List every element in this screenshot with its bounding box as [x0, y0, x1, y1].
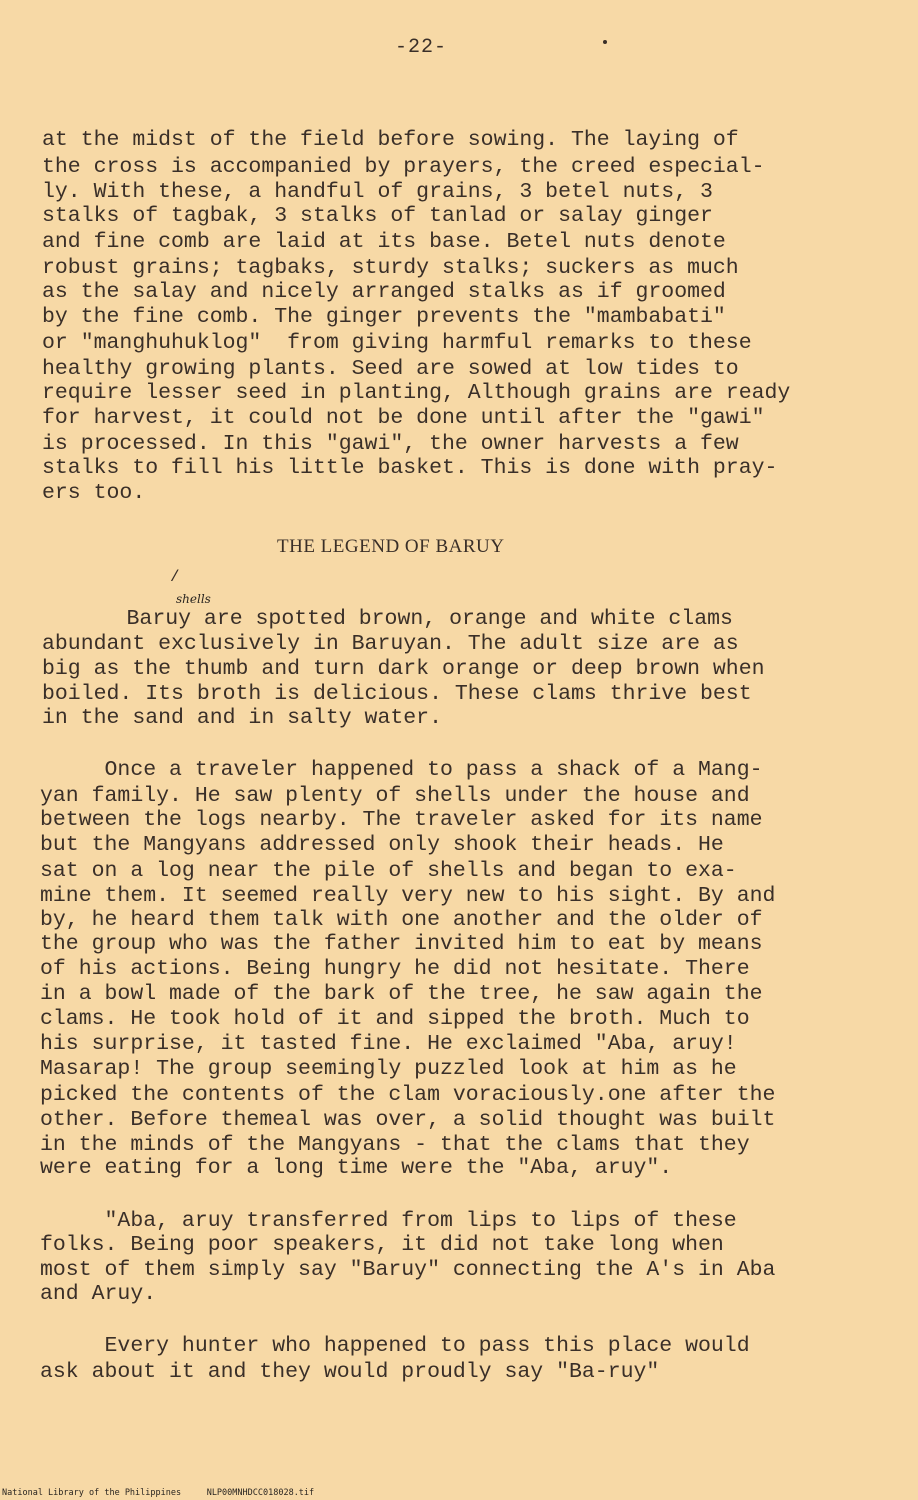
text-line: were eating for a long time were the "Aba, aruy".	[40, 1156, 673, 1180]
text-line: stalks of tagbak, 3 stalks of tanlad or salay ginger	[42, 204, 713, 228]
text-line: in a bowl made of the bark of the tree, he saw again the	[40, 982, 763, 1006]
section-title: THE LEGEND OF BARUY	[277, 536, 505, 557]
text-line: at the midst of the field before sowing. The laying of	[42, 128, 739, 152]
text-line: in the minds of the Mangyans - that the clams that they	[40, 1133, 750, 1157]
text-line: folks. Being poor speakers, it did not take long when	[40, 1233, 724, 1257]
text-line: between the logs nearby. The traveler asked for its name	[40, 808, 763, 832]
text-line: require lesser seed in planting, Although grains are ready	[42, 381, 791, 405]
text-line: and Aruy.	[40, 1282, 157, 1306]
text-line: Once a traveler happened to pass a shack of a Mang-	[40, 758, 763, 782]
text-line: Baruy are spotted brown, orange and white clams	[62, 607, 733, 631]
text-line: or "manghuhuklog" from giving harmful remarks to these	[42, 331, 752, 355]
text-line: but the Mangyans addressed only shook their heads. He	[40, 833, 724, 857]
text-line: boiled. Its broth is delicious. These clams thrive best	[42, 682, 752, 706]
archive-footer: National Library of the Philippines NLP00MNHDCC018028.tif	[2, 1488, 315, 1498]
text-line: Every hunter who happened to pass this place would	[40, 1334, 750, 1358]
text-line: healthy growing plants. Seed are sowed at low tides to	[42, 357, 739, 381]
text-line: stalks to fill his little basket. This is done with pray-	[42, 456, 778, 480]
text-line: sat on a log near the pile of shells and began to exa-	[40, 859, 737, 883]
text-line: big as the thumb and turn dark orange or deep brown when	[42, 657, 765, 681]
text-line: ly. With these, a handful of grains, 3 betel nuts, 3	[42, 180, 713, 204]
text-line: ask about it and they would proudly say "Ba-ruy"	[40, 1360, 660, 1384]
text-line: the cross is accompanied by prayers, the creed especial-	[42, 155, 765, 179]
text-line: abundant exclusively in Baruyan. The adult size are as	[42, 632, 739, 656]
ink-dot	[603, 40, 607, 44]
text-line: yan family. He saw plenty of shells under the house and	[40, 784, 750, 808]
text-line: as the salay and nicely arranged stalks as if groomed	[42, 280, 726, 304]
text-line: is processed. In this "gawi", the owner harvests a few	[42, 432, 739, 456]
text-line: other. Before themeal was over, a solid thought was built	[40, 1108, 776, 1132]
page-number: -22-	[395, 36, 448, 59]
text-line: mine them. It seemed really very new to his sight. By and	[40, 884, 776, 908]
text-line: ers too.	[42, 481, 146, 505]
text-line: of his actions. Being hungry he did not hesitate. There	[40, 957, 750, 981]
text-line: by, he heard them talk with one another and the older of	[40, 908, 763, 932]
handwritten-annotation: shells	[176, 592, 211, 606]
pen-mark: /	[170, 568, 180, 586]
text-line: most of them simply say "Baruy" connecting the A's in Aba	[40, 1258, 776, 1282]
text-line: his surprise, it tasted fine. He exclaimed "Aba, aruy!	[40, 1032, 737, 1056]
text-line: clams. He took hold of it and sipped the broth. Much to	[40, 1007, 750, 1031]
text-line: the group who was the father invited him to eat by means	[40, 932, 763, 956]
text-line: "Aba, aruy transferred from lips to lips of these	[40, 1209, 737, 1233]
text-line: picked the contents of the clam voraciously.one after the	[40, 1083, 776, 1107]
text-line: by the fine comb. The ginger prevents the "mambabati"	[42, 305, 726, 329]
text-line: Masarap! The group seemingly puzzled look at him as he	[40, 1057, 737, 1081]
text-line: in the sand and in salty water.	[42, 706, 442, 730]
text-line: for harvest, it could not be done until after the "gawi"	[42, 406, 765, 430]
text-line: and fine comb are laid at its base. Betel nuts denote	[42, 230, 726, 254]
text-line: robust grains; tagbaks, sturdy stalks; suckers as much	[42, 256, 739, 280]
